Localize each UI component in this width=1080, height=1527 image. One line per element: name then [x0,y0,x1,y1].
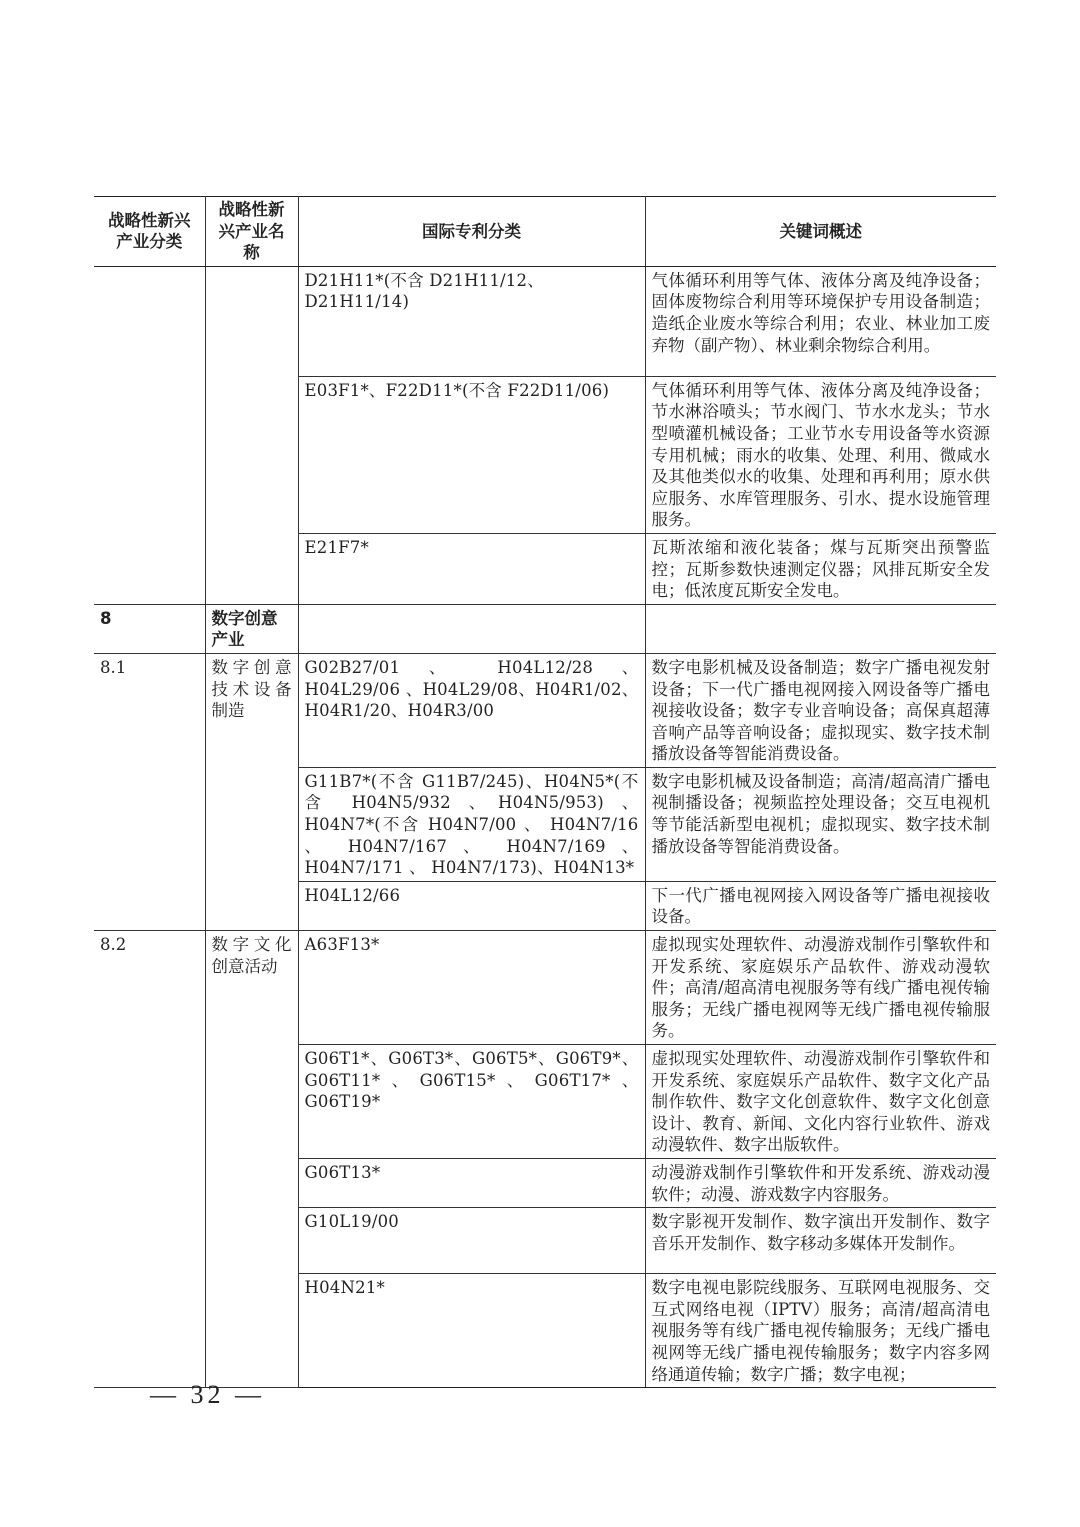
section-name: 数字创意产业 [205,604,298,653]
keywords-cell: 气体循环利用等气体、液体分离及纯净设备；固体废物综合利用等环境保护专用设备制造；造纸企业废水等综合利用；农业、林业加工废弃物（副产物）、林业剩余物综合利用。 [645,266,996,376]
header-keywords: 关键词概述 [645,197,996,267]
ipc-cell: H04N21* [298,1274,645,1388]
subsection-name: 数字创意技术设备制造 [205,653,298,930]
table-row [94,931,996,1045]
subsection-name: 数字文化创意活动 [205,931,298,1388]
empty-cell [645,604,996,653]
ipc-cell: G10L19/00 [298,1208,645,1274]
ipc-cell: D21H11*(不含 D21H11/12、D21H11/14) [298,266,645,376]
table-header-row [94,197,996,267]
ipc-cell: G06T1*、G06T3*、G06T5*、G06T9*、G06T11*、G06T15*、G06T17*、G06T19* [298,1045,645,1159]
name-cell-continued [205,266,298,604]
patent-classification-table [94,196,996,1388]
ipc-cell: G02B27/01 、 H04L12/28 、 H04L29/06 、H04L29/08、H04R1/02、H04R1/20、H04R3/00 [298,653,645,767]
ipc-cell: A63F13* [298,931,645,1045]
subsection-code: 8.2 [94,931,205,1388]
ipc-cell: G06T13* [298,1158,645,1207]
section-row-8 [94,604,996,653]
keywords-cell: 虚拟现实处理软件、动漫游戏制作引擎软件和开发系统、家庭娱乐产品软件、数字文化产品制作软件、数字文化创意软件、数字文化创意设计、教育、新闻、文化内容行业软件、游戏动漫软件、数字出版软件。 [645,1045,996,1159]
page-number: — 32 — [150,1380,265,1409]
keywords-cell: 数字影视开发制作、数字演出开发制作、数字音乐开发制作、数字移动多媒体开发制作。 [645,1208,996,1274]
category-cell-continued [94,266,205,604]
ipc-cell: H04L12/66 [298,881,645,930]
ipc-cell: E21F7* [298,533,645,604]
empty-cell [298,604,645,653]
keywords-cell: 气体循环利用等气体、液体分离及纯净设备；节水淋浴喷头；节水阀门、节水水龙头；节水型喷灌机械设备；工业节水专用设备等水资源专用机械；雨水的收集、处理、利用、微咸水及其他类似水的收集、处理和再利用；原水供应服务、水库管理服务、引水、提水设施管理服务。 [645,376,996,533]
keywords-cell: 下一代广播电视网接入网设备等广播电视接收设备。 [645,881,996,930]
header-category: 战略性新兴产业分类 [94,197,205,267]
section-code: 8 [94,604,205,653]
keywords-cell: 虚拟现实处理软件、动漫游戏制作引擎软件和开发系统、家庭娱乐产品软件、游戏动漫软件；高清/超高清电视服务等有线广播电视传输服务；无线广播电视网等无线广播电视传输服务。 [645,931,996,1045]
table-row [94,653,996,767]
table-row [94,266,996,376]
subsection-code: 8.1 [94,653,205,930]
ipc-cell: E03F1*、F22D11*(不含 F22D11/06) [298,376,645,533]
header-industry-name: 战略性新兴产业名称 [205,197,298,267]
keywords-cell: 数字电视电影院线服务、互联网电视服务、交互式网络电视（IPTV）服务；高清/超高清电视服务等有线广播电视传输服务；无线广播电视网等无线广播电视传输服务；数字内容多网络通道传输；数字广播；数字电视； [645,1274,996,1388]
ipc-cell: G11B7*(不含 G11B7/245)、H04N5*(不含 H04N5/932 、H04N5/953) 、H04N7*(不含 H04N7/00 、 H04N7/16 、 H04N7/167 、 H04N7/169 、 H04N7/171 、 H04N7/173)、H04N13* [298,767,645,881]
keywords-cell: 数字电影机械及设备制造；数字广播电视发射设备；下一代广播电视网接入网设备等广播电视接收设备；数字专业音响设备；高保真超薄音响产品等音响设备；虚拟现实、数字技术制播放设备等智能消费设备。 [645,653,996,767]
header-ipc: 国际专利分类 [298,197,645,267]
keywords-cell: 数字电影机械及设备制造；高清/超高清广播电视制播设备；视频监控处理设备；交互电视机等节能活新型电视机；虚拟现实、数字技术制播放设备等智能消费设备。 [645,767,996,881]
keywords-cell: 动漫游戏制作引擎软件和开发系统、游戏动漫软件；动漫、游戏数字内容服务。 [645,1158,996,1207]
keywords-cell: 瓦斯浓缩和液化装备；煤与瓦斯突出预警监控；瓦斯参数快速测定仪器；风排瓦斯安全发电；低浓度瓦斯安全发电。 [645,533,996,604]
